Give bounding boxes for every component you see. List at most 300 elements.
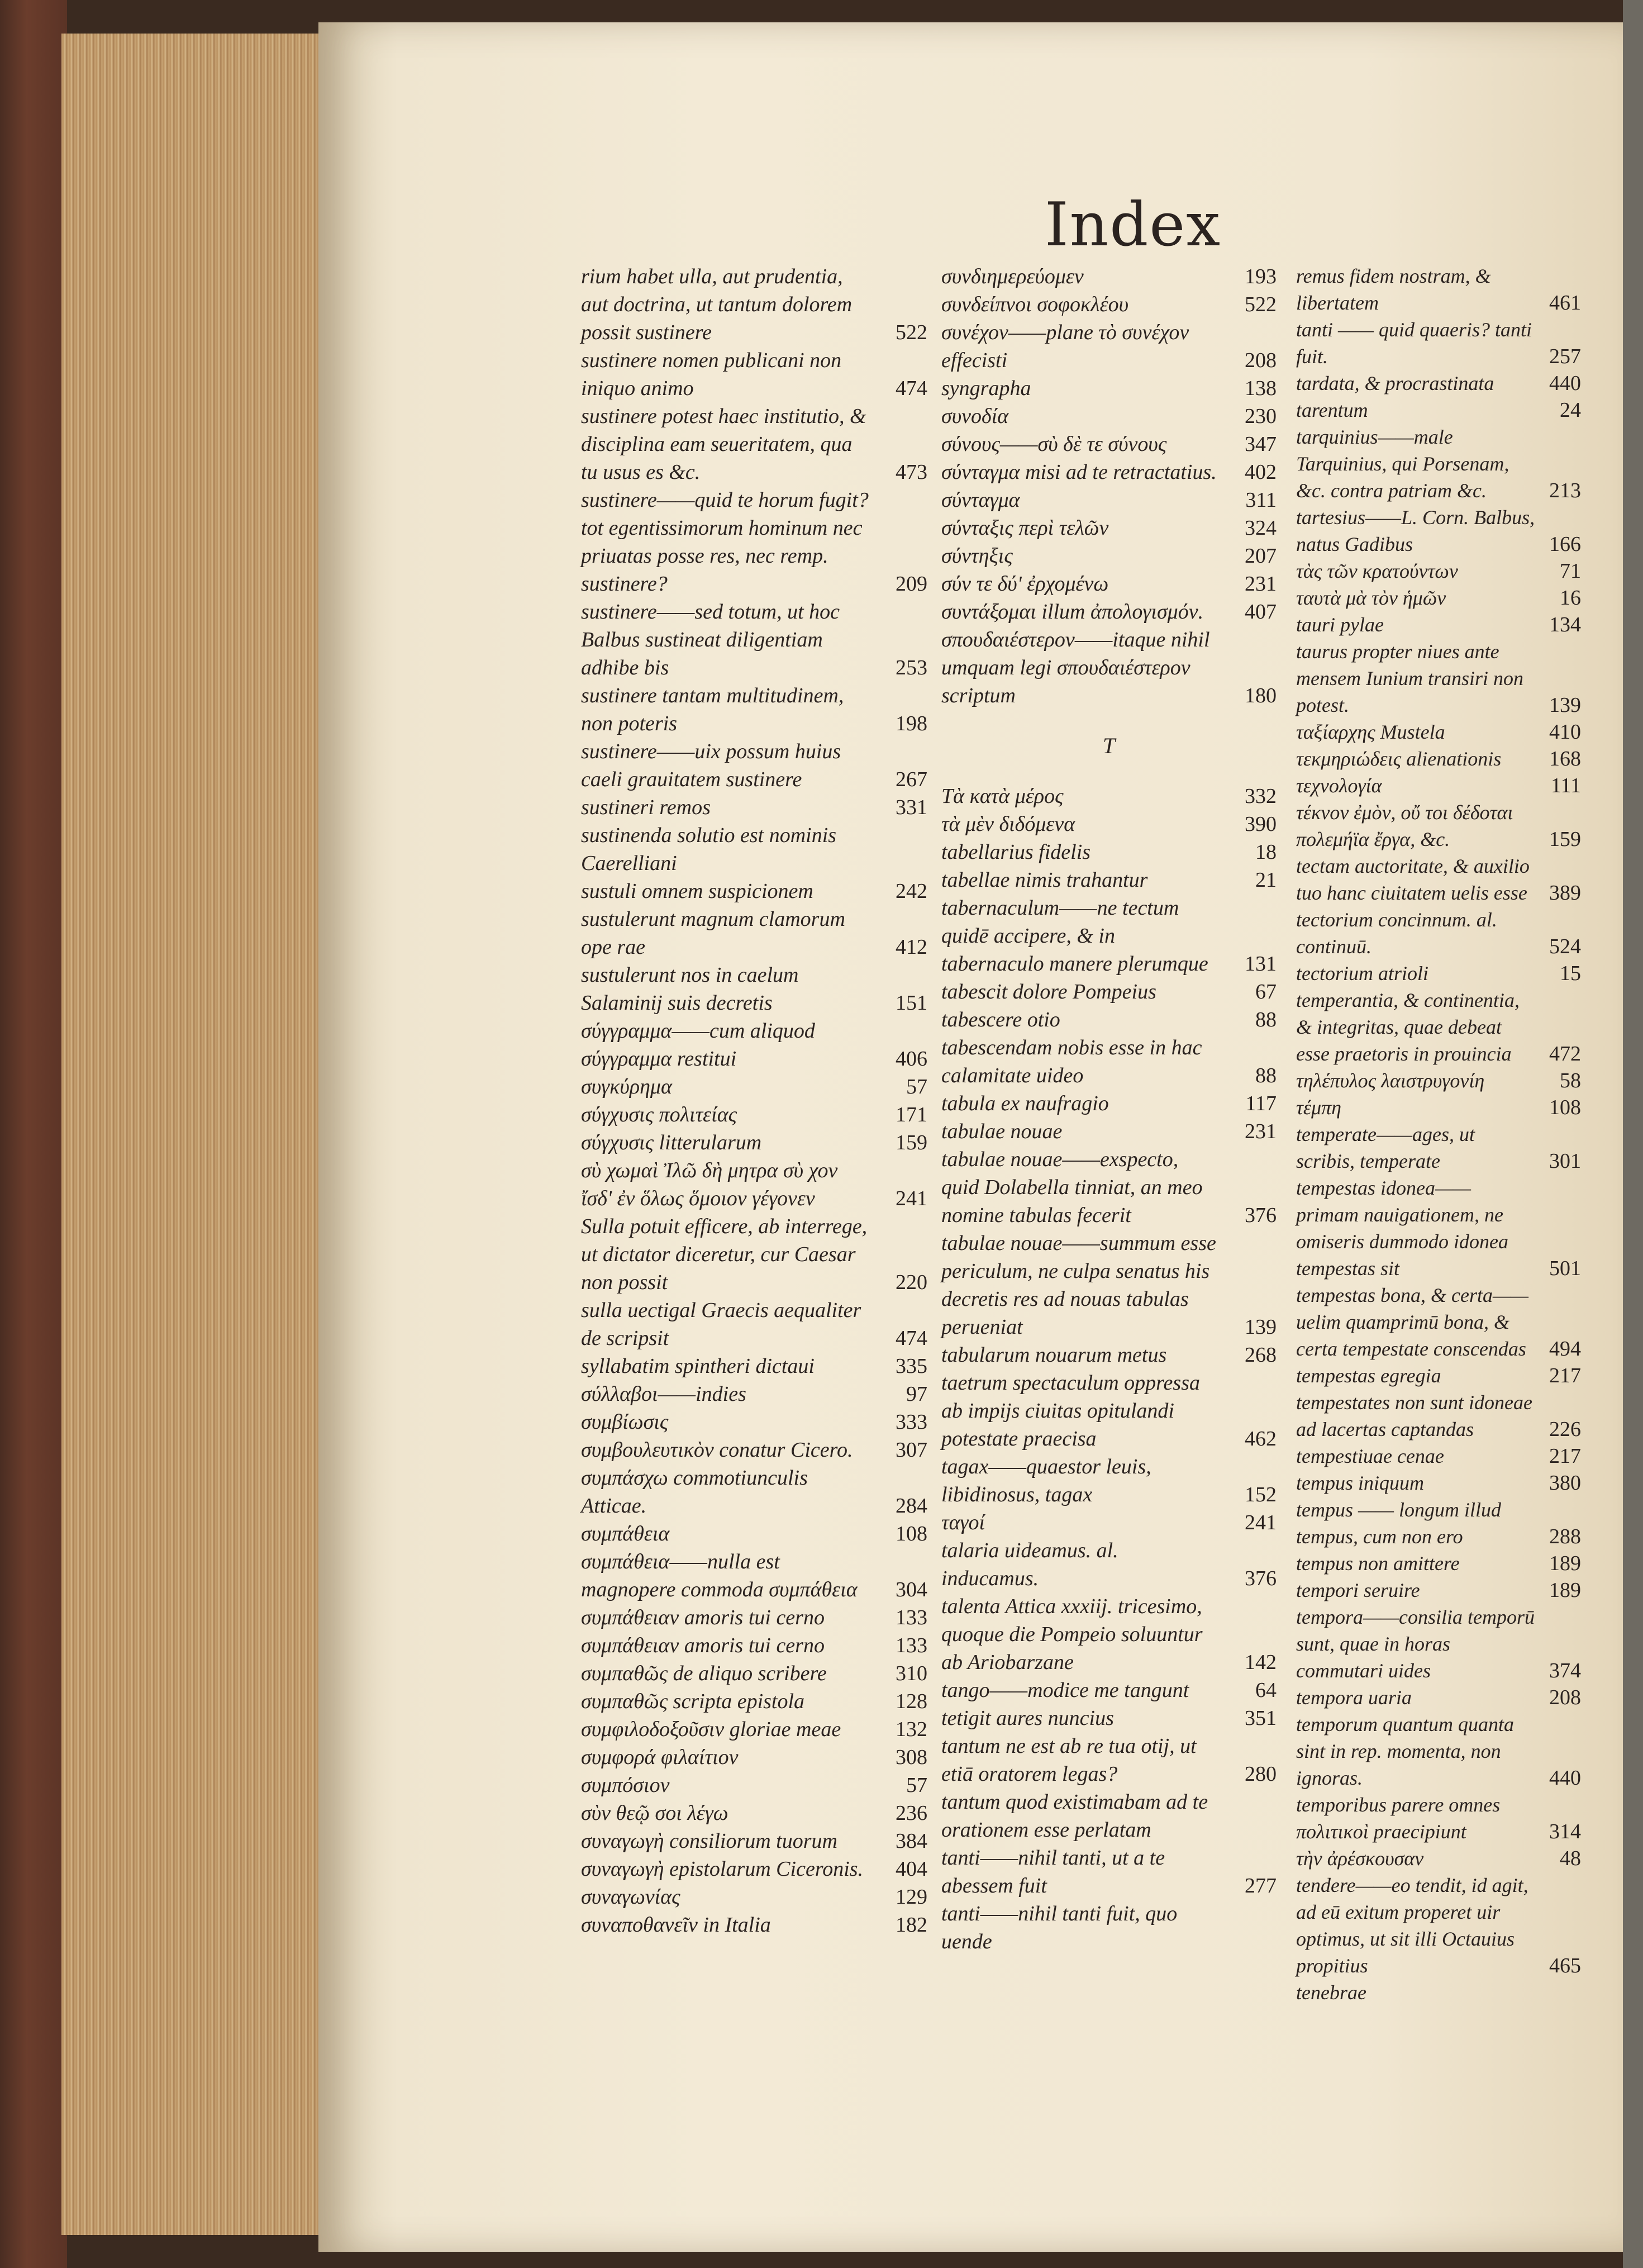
index-entry-text: tantum quod existimabam ad te orationem esse perlatam (941, 1790, 1208, 1842)
index-entry-page-number: 58 (1560, 1069, 1581, 1092)
index-entry-page-number: 15 (1560, 962, 1581, 985)
index-entry-page-number: 310 (896, 1662, 927, 1685)
index-entry-text: sustineri remos (581, 796, 711, 819)
index-entry-page-number: 333 (896, 1410, 927, 1434)
index-entry-page-number: 208 (1549, 1686, 1581, 1709)
index-entry-page-number: 389 (1549, 881, 1581, 905)
index-entry (581, 263, 927, 346)
index-entry (581, 1687, 927, 1715)
index-entry-text: tabescendam nobis esse in hac calamitate uideo (941, 1036, 1202, 1087)
index-entry (1296, 316, 1581, 370)
index-entry-page-number: 152 (1245, 1483, 1277, 1506)
index-entry-page-number: 57 (906, 1075, 927, 1099)
index-entry-text: tanti——nihil tanti fuit, quo uende (941, 1902, 1178, 1953)
index-entry-page-number: 412 (896, 935, 927, 959)
index-entry-page-number: 465 (1549, 1954, 1581, 1977)
index-entry (581, 1604, 927, 1632)
index-entry (581, 1352, 927, 1380)
index-entry (581, 1827, 927, 1855)
index-entry (1296, 263, 1581, 316)
index-entry-text: sustinenda solutio est nominis Caerelliani (581, 824, 837, 875)
index-entry (1296, 1389, 1581, 1443)
index-entry (941, 542, 1277, 570)
index-entry-text: τὰς τῶν κρατούντων (1296, 560, 1458, 582)
index-entry-text: tenebrae (1296, 1981, 1366, 2004)
index-entry-page-number: 171 (896, 1103, 927, 1126)
index-entry-page-number: 314 (1549, 1820, 1581, 1843)
index-column-2 (941, 263, 1277, 1956)
index-entry (941, 291, 1277, 318)
index-entry (1296, 745, 1581, 772)
index-entry-page-number: 440 (1549, 372, 1581, 395)
index-entry (941, 1537, 1277, 1592)
index-entry-page-number: 159 (896, 1131, 927, 1154)
index-entry (1296, 1362, 1581, 1389)
index-entry (941, 1145, 1277, 1229)
page-title: Index (1045, 190, 1222, 260)
index-entry-page-number: 189 (1549, 1578, 1581, 1602)
index-entry (941, 570, 1277, 598)
index-entry (581, 905, 927, 961)
index-entry-page-number: 231 (1245, 1120, 1277, 1143)
index-entry-text: συμπαθῶς de aliquo scribere (581, 1662, 827, 1685)
index-entry-page-number: 461 (1549, 291, 1581, 315)
index-entry-text: syngrapha (941, 377, 1031, 400)
index-entry (581, 1855, 927, 1883)
index-entry-text: συμβίωσις (581, 1410, 669, 1434)
index-entry-text: sustinere——sed totum, ut hoc Balbus sustineat diligentiam adhibe bis (581, 600, 840, 679)
index-entry-text: temporibus parere omnes πολιτικοὶ praecipiunt (1296, 1794, 1501, 1843)
index-entry-text: tabulae nouae——exspecto, quid Dolabella tinniat, an meo nomine tabulas fecerit (941, 1148, 1203, 1227)
index-entry-text: τεκμηριώδεις alienationis (1296, 748, 1502, 770)
index-entry (1296, 1979, 1581, 2006)
index-entry (941, 1704, 1277, 1732)
index-entry (581, 1017, 927, 1073)
index-entry (1296, 719, 1581, 745)
index-entry-text: temperantia, & continentia, & integritas, quae debeat esse praetoris in prouincia (1296, 989, 1520, 1065)
book-cover-edge (0, 0, 67, 2268)
index-entry (1296, 1711, 1581, 1791)
index-entry (581, 1157, 927, 1213)
index-entry (941, 1118, 1277, 1145)
index-entry-text: sustinere potest haec institutio, & disciplina eam seueritatem, qua tu usus es &c. (581, 405, 866, 484)
index-entry-page-number: 139 (1549, 693, 1581, 717)
index-entry-text: συγκύρημα (581, 1075, 672, 1099)
index-entry-text: sustinere——uix possum huius caeli grauitatem sustinere (581, 740, 841, 791)
index-entry (581, 486, 927, 598)
index-entry-text: τὰ μὲν διδόμενα (941, 812, 1075, 836)
index-entry-page-number: 111 (1550, 774, 1581, 797)
index-entry-page-number: 139 (1245, 1315, 1277, 1339)
index-entry-text: tabellarius fidelis (941, 840, 1091, 864)
index-entry (1296, 987, 1581, 1067)
index-entry-text: sustinere nomen publicani non iniquo animo (581, 349, 842, 400)
index-entry-page-number: 308 (896, 1746, 927, 1769)
index-entry-page-number: 253 (896, 656, 927, 679)
index-entry (581, 1632, 927, 1660)
index-entry-page-number: 402 (1245, 460, 1277, 484)
index-entry-page-number: 131 (1245, 952, 1277, 976)
index-entry-text: tanti——nihil tanti, ut a te abessem fuit (941, 1846, 1165, 1898)
index-entry-text: tectorium atrioli (1296, 962, 1428, 985)
index-entry-text: σύντηξις (941, 544, 1013, 568)
index-entry-text: tempestas egregia (1296, 1364, 1441, 1387)
index-entry-text: tempus —— longum illud tempus, cum non ero (1296, 1499, 1502, 1548)
index-entry-text: συναγωγὴ epistolarum Ciceronis. (581, 1857, 864, 1881)
index-entry-page-number: 241 (1245, 1511, 1277, 1534)
index-entry-page-number: 132 (896, 1718, 927, 1741)
index-entry-page-number: 64 (1255, 1679, 1277, 1702)
index-entry-text: tabernaculum——ne tectum quidē accipere, & in tabernaculo manere plerumque (941, 896, 1208, 976)
index-entry-text: tempus iniquum (1296, 1472, 1424, 1494)
index-entry-page-number: 217 (1549, 1444, 1581, 1468)
index-entry-text: σὺν θεῷ σοι λέγω (581, 1801, 728, 1825)
index-entry-text: τὴν ἀρέσκουσαν (1296, 1847, 1424, 1870)
index-entry (581, 346, 927, 402)
index-entry-text: συνδείπνοι σοφοκλέου (941, 293, 1129, 316)
index-entry-text: σύγγραμμα——cum aliquod σύγγραμμα restitui (581, 1019, 815, 1071)
index-entry (941, 1341, 1277, 1369)
index-entry (941, 1090, 1277, 1118)
index-entry-page-number: 134 (1549, 613, 1581, 636)
index-entry-page-number: 128 (896, 1690, 927, 1713)
index-entry (941, 318, 1277, 374)
index-entry-text: Sulla potuit efficere, ab interrege, ut dictator diceretur, cur Caesar non possit (581, 1215, 868, 1294)
index-entry (941, 1788, 1277, 1844)
index-entry-page-number: 220 (896, 1271, 927, 1294)
index-entry (941, 458, 1277, 486)
index-entry-page-number: 351 (1245, 1706, 1277, 1730)
index-entry-page-number: 21 (1255, 868, 1277, 892)
index-entry-text: tectam auctoritate, & auxilio tuo hanc ciuitatem uelis esse (1296, 855, 1530, 904)
index-entry-text: συμπάθεια (581, 1522, 670, 1546)
index-entry (581, 1520, 927, 1548)
index-entry-text: Τὰ κατὰ μέρος (941, 784, 1064, 808)
index-entry-page-number: 257 (1549, 345, 1581, 368)
index-entry-text: tagax——quaestor leuis, libidinosus, tagax (941, 1455, 1151, 1506)
index-entry (941, 894, 1277, 978)
index-entry-text: σύλλαβοι——indies (581, 1382, 746, 1406)
index-entry (581, 1213, 927, 1296)
index-entry-text: tempus non amittere (1296, 1552, 1460, 1575)
index-entry-text: συμπάθεια——nulla est magnopere commoda συμπάθεια (581, 1550, 858, 1601)
index-entry (941, 263, 1277, 291)
index-entry-text: τεχνολογία (1296, 774, 1382, 797)
index-entry-page-number: 390 (1245, 812, 1277, 836)
index-entry-page-number: 231 (1245, 572, 1277, 596)
index-entry-page-number: 180 (1245, 684, 1277, 707)
index-entry-text: τέκνον ἐμὸν, οὔ τοι δέδοται πολεμήϊα ἔργα, &c. (1296, 801, 1513, 850)
index-entry-page-number: 301 (1549, 1149, 1581, 1173)
index-entry (1296, 1550, 1581, 1577)
index-entry-text: ταξίαρχης Mustela (1296, 721, 1445, 743)
index-entry (581, 1911, 927, 1939)
index-entry-text: συμπάθειαν amoris tui cerno (581, 1634, 825, 1657)
index-entry-page-number: 198 (896, 712, 927, 735)
index-entry-page-number: 347 (1245, 432, 1277, 456)
index-entry-text: tempestas idonea—— primam nauigationem, ne omiseris dummodo idonea tempestas sit (1296, 1177, 1508, 1280)
index-entry-text: συναγωγὴ consiliorum tuorum (581, 1829, 837, 1853)
index-entry (941, 838, 1277, 866)
index-entry (1296, 1496, 1581, 1550)
index-entry (581, 682, 927, 738)
index-entry (1296, 1121, 1581, 1175)
index-entry (1296, 558, 1581, 584)
index-entry (941, 514, 1277, 542)
index-entry (1296, 611, 1581, 638)
index-entry-page-number: 129 (896, 1885, 927, 1909)
index-entry-page-number: 217 (1549, 1364, 1581, 1387)
index-entry-page-number: 193 (1245, 265, 1277, 288)
index-entry (1296, 1845, 1581, 1872)
index-entry-page-number: 207 (1245, 544, 1277, 568)
index-entry-text: συμφιλοδοξοῦσιν gloriae meae (581, 1718, 841, 1741)
index-entry (1296, 1684, 1581, 1711)
index-entry (941, 1732, 1277, 1788)
index-entry-page-number: 335 (896, 1354, 927, 1378)
index-entry-text: tartesius——L. Corn. Balbus, natus Gadibus (1296, 506, 1535, 555)
index-entry-text: σύνταξις περὶ τελῶν (941, 516, 1109, 540)
index-entry-text: tempora uaria (1296, 1686, 1412, 1709)
index-entry (1296, 1577, 1581, 1604)
index-entry (941, 1369, 1277, 1453)
index-entry-page-number: 384 (896, 1829, 927, 1853)
index-entry (581, 598, 927, 682)
index-entry-page-number: 307 (896, 1438, 927, 1462)
index-entry-text: συντάξομαι illum ἀπολογισμόν. (941, 600, 1204, 624)
index-entry (1296, 960, 1581, 987)
index-entry-page-number: 159 (1549, 828, 1581, 851)
index-entry (941, 1034, 1277, 1090)
index-entry-text: taetrum spectaculum oppressa ab impijs ciuitas opitulandi potestate praecisa (941, 1371, 1200, 1451)
index-entry (1296, 1872, 1581, 1979)
index-entry (941, 1229, 1277, 1341)
index-entry-text: sustulerunt magnum clamorum ope rae (581, 907, 845, 959)
index-entry-page-number: 182 (896, 1913, 927, 1937)
index-entry-page-number: 288 (1549, 1525, 1581, 1548)
section-letter: T (1102, 733, 1116, 758)
index-entry (1296, 1282, 1581, 1362)
index-entry-page-number: 189 (1549, 1552, 1581, 1575)
index-entry-text: συμβουλευτικὸν conatur Cicero. (581, 1438, 853, 1462)
index-entry (581, 1129, 927, 1157)
index-entry-text: remus fidem nostram, & libertatem (1296, 265, 1491, 314)
index-entry-page-number: 213 (1549, 479, 1581, 502)
index-entry-text: tardata, & procrastinata (1296, 372, 1494, 394)
index-entry (941, 1592, 1277, 1676)
index-entry-text: tabularum nouarum metus (941, 1343, 1167, 1367)
index-entry-text: sulla uectigal Graecis aequaliter de scripsit (581, 1299, 861, 1350)
index-entry (941, 374, 1277, 402)
index-entry (941, 626, 1277, 710)
background-strip (1623, 0, 1643, 2268)
index-entry-page-number: 226 (1549, 1418, 1581, 1441)
index-entry (581, 1883, 927, 1911)
index-entry-page-number: 242 (896, 879, 927, 903)
index-entry-page-number: 404 (896, 1857, 927, 1881)
index-entry (941, 782, 1277, 810)
index-entry-page-number: 474 (896, 377, 927, 400)
index-entry-page-number: 209 (896, 572, 927, 596)
index-entry-page-number: 522 (896, 321, 927, 344)
index-entry-text: συμπόσιον (581, 1773, 670, 1797)
index-entry-page-number: 168 (1549, 747, 1581, 771)
index-entry-text: συμπαθῶς scripta epistola (581, 1690, 805, 1713)
index-entry-page-number: 407 (1245, 600, 1277, 624)
index-entry-page-number: 236 (896, 1801, 927, 1825)
index-entry-text: συμφορά φιλαίτιον (581, 1746, 739, 1769)
index-entry (581, 1101, 927, 1129)
index-entry-text: τέμπη (1296, 1096, 1342, 1119)
index-entry-page-number: 230 (1245, 405, 1277, 428)
index-entry (941, 402, 1277, 430)
index-entry-page-number: 376 (1245, 1204, 1277, 1227)
index-column-1 (581, 263, 927, 1939)
index-entry-page-number: 277 (1245, 1874, 1277, 1898)
index-entry-page-number: 138 (1245, 377, 1277, 400)
index-entry-page-number: 324 (1245, 516, 1277, 540)
index-entry-text: tempestates non sunt idoneae ad lacertas captandas (1296, 1391, 1532, 1440)
index-entry-text: tempori seruire (1296, 1579, 1420, 1601)
index-entry (1296, 772, 1581, 799)
index-entry (1296, 853, 1581, 906)
index-entry-page-number: 88 (1255, 1064, 1277, 1087)
index-entry-page-number: 108 (896, 1522, 927, 1546)
index-entry-text: tetigit aures nuncius (941, 1706, 1114, 1730)
index-entry-page-number: 88 (1255, 1008, 1277, 1031)
index-entry (941, 430, 1277, 458)
index-entry (581, 1296, 927, 1352)
index-entry-text: ταυτὰ μὰ τὸν ἡμῶν (1296, 587, 1446, 609)
index-entry (581, 1715, 927, 1743)
index-entry (941, 978, 1277, 1006)
index-entry-text: συμπάσχω commotiunculis Atticae. (581, 1466, 808, 1518)
index-entry (581, 1464, 927, 1520)
index-entry-page-number: 462 (1245, 1427, 1277, 1451)
index-entry (581, 1660, 927, 1687)
index-entry-text: tango——modice me tangunt (941, 1679, 1189, 1702)
index-entry-page-number: 331 (896, 796, 927, 819)
index-entry-text: tabulae nouae (941, 1120, 1063, 1143)
index-entry-page-number: 267 (896, 768, 927, 791)
index-entry-text: tauri pylae (1296, 614, 1384, 636)
index-entry-page-number: 406 (896, 1047, 927, 1071)
index-entry-page-number: 151 (896, 991, 927, 1015)
index-entry (941, 1844, 1277, 1900)
index-entry-text: tempestas bona, & certa——uelim quamprimū bona, & certa tempestate conscendas (1296, 1284, 1528, 1360)
index-entry-page-number: 374 (1549, 1659, 1581, 1682)
index-entry (581, 1436, 927, 1464)
index-entry-page-number: 380 (1549, 1471, 1581, 1495)
index-entry (1296, 638, 1581, 719)
index-entry (581, 402, 927, 486)
index-entry (1296, 1094, 1581, 1121)
index-entry-text: tabula ex naufragio (941, 1092, 1109, 1115)
index-entry-page-number: 24 (1560, 398, 1581, 422)
index-entry (941, 866, 1277, 894)
index-entry (941, 810, 1277, 838)
index-entry-text: tempestiuae cenae (1296, 1445, 1444, 1467)
index-entry-text: σύνταγμα (941, 488, 1020, 512)
index-entry (581, 1408, 927, 1436)
index-entry-text: tempora——consilia temporū sunt, quae in horas commutari uides (1296, 1606, 1535, 1682)
index-entry-text: tendere——eo tendit, id agit, ad eū exitum properet uir optimus, ut sit illi Octauius propitius (1296, 1874, 1528, 1977)
index-entry-text: tabellae nimis trahantur (941, 868, 1148, 892)
index-entry-page-number: 18 (1255, 840, 1277, 864)
index-column-3 (1296, 263, 1581, 2006)
index-entry (581, 1743, 927, 1771)
index-entry (581, 877, 927, 905)
index-entry (1296, 799, 1581, 853)
index-entry-text: tectorium concinnum. al. continuū. (1296, 909, 1497, 958)
index-entry-text: σύνταγμα misi ad te retractatius. (941, 460, 1217, 484)
index-entry-text: τηλέπυλος λαιστρυγονίη (1296, 1069, 1485, 1092)
index-entry (581, 1799, 927, 1827)
index-entry-page-number: 241 (896, 1187, 927, 1210)
index-entry-text: σύγχυσις πολιτείας (581, 1103, 737, 1126)
index-entry-page-number: 208 (1245, 349, 1277, 372)
index-entry-page-number: 108 (1549, 1096, 1581, 1119)
index-entry (1296, 397, 1581, 424)
index-entry (941, 1676, 1277, 1704)
index-entry-text: συναγωνίας (581, 1885, 680, 1909)
index-entry-text: syllabatim spintheri dictaui (581, 1354, 815, 1378)
index-entry (581, 1771, 927, 1799)
index-entry-text: συνέχον——plane τὸ συνέχον effecisti (941, 321, 1189, 372)
index-entry-page-number: 332 (1245, 784, 1277, 808)
index-entry (1296, 584, 1581, 611)
index-entry-page-number: 304 (896, 1578, 927, 1601)
index-entry-page-number: 48 (1560, 1847, 1581, 1870)
index-entry-text: σὺ χωμαὶ Ἰλῶ δὴ μητρα σὺ χον ἴσδ' ἐν ὅλως ὅμοιον γέγονεν (581, 1159, 838, 1210)
index-entry (1296, 504, 1581, 558)
index-entry-page-number: 376 (1245, 1567, 1277, 1590)
index-entry (581, 738, 927, 793)
index-entry-text: sustuli omnem suspicionem (581, 879, 813, 903)
index-entry-text: tantum ne est ab re tua otij, ut etiā oratorem legas? (941, 1734, 1197, 1786)
index-entry-page-number: 133 (896, 1634, 927, 1657)
index-entry (1296, 1443, 1581, 1470)
index-entry (941, 1453, 1277, 1509)
index-entry-page-number: 524 (1549, 935, 1581, 958)
index-entry-text: συνοδία (941, 405, 1009, 428)
index-entry-text: tabescere otio (941, 1008, 1060, 1031)
index-entry-page-number: 280 (1245, 1762, 1277, 1786)
index-entry-text: σύν τε δύ' ἐρχομένω (941, 572, 1109, 596)
index-entry-page-number: 97 (906, 1382, 927, 1406)
index-entry (941, 1509, 1277, 1537)
index-entry-text: temporum quantum quanta sint in rep. momenta, non ignoras. (1296, 1713, 1514, 1789)
index-entry (1296, 1791, 1581, 1845)
index-entry (1296, 906, 1581, 960)
index-entry (1296, 1175, 1581, 1282)
index-entry (941, 598, 1277, 626)
index-entry-text: ταγοί (941, 1511, 985, 1534)
index-entry-text: taurus propter niues ante mensem Iunium transiri non potest. (1296, 640, 1523, 716)
index-entry-text: sustinere——quid te horum fugit? tot egentissimorum hominum nec priuatas posse res, nec remp. sustinere? (581, 488, 869, 596)
index-entry-page-number: 117 (1245, 1092, 1277, 1115)
index-entry-page-number: 440 (1549, 1766, 1581, 1790)
index-entry-text: συναποθανεῖν in Italia (581, 1913, 771, 1937)
index-entry-page-number: 473 (896, 460, 927, 484)
index-entry-page-number: 494 (1549, 1337, 1581, 1361)
index-entry (581, 793, 927, 821)
index-entry (1296, 424, 1581, 504)
index-entry (941, 1900, 1277, 1956)
index-entry (941, 486, 1277, 514)
index-entry-text: σύνους——σὺ δὲ τε σύνους (941, 432, 1167, 456)
index-entry (581, 1073, 927, 1101)
